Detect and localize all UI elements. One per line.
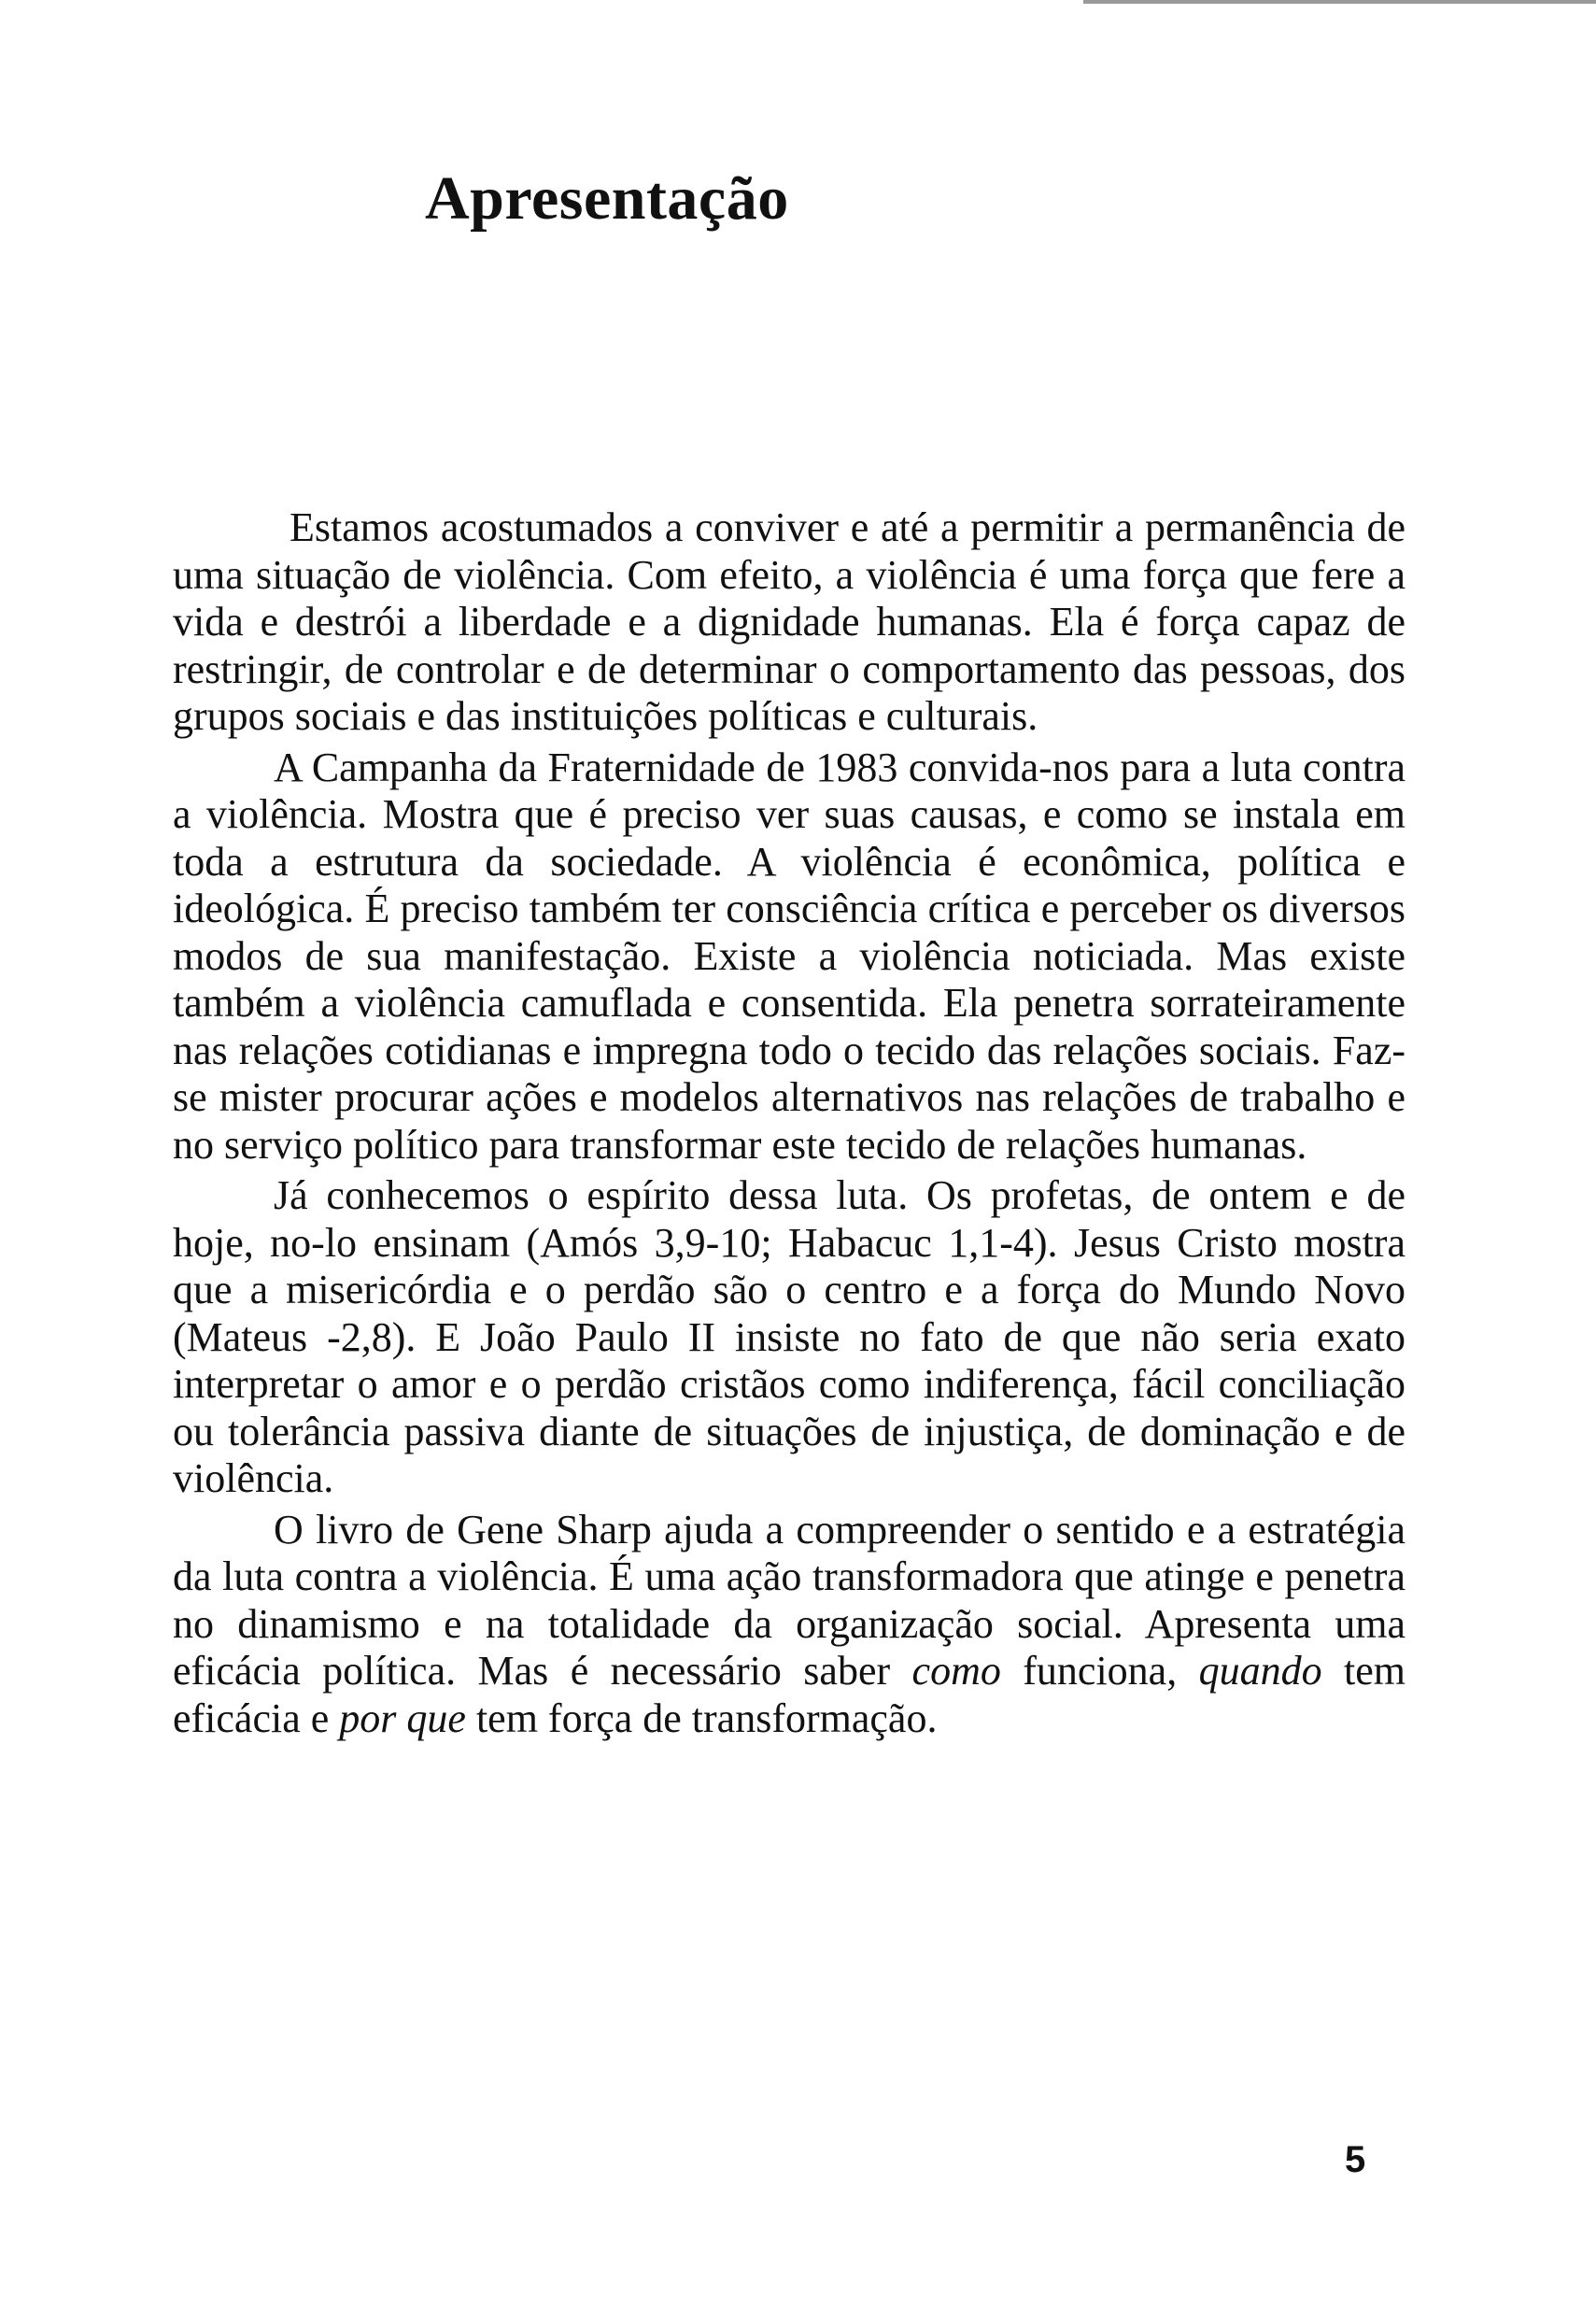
top-scan-rule <box>1083 0 1596 4</box>
emphasis-text: como <box>911 1648 1001 1694</box>
paragraph-text: O livro de Gene Sharp ajuda a compreender o sentido e a estratégia da luta contra a violência. É uma ação transformadora que atinge e penetra no dinamismo e na totalidade da organização social. Apresenta uma eficácia política. Mas é necessário saber <box>173 1506 1405 1694</box>
paragraph-text: funciona, <box>1000 1648 1199 1694</box>
body-text <box>173 504 1405 1746</box>
paragraph-text: Já conhecemos o espírito dessa luta. Os profetas, de ontem e de hoje, no-lo ensinam (Amós 3,9-10; Habacuc 1,1-4). Jesus Cristo mostra que a misericórdia e o perdão são o centro e a força do Mundo Novo (Mateus -2,8). E João Paulo II insiste no fato de que não seria exato interpretar o amor e o perdão cristãos como indiferença, fácil conciliação ou tolerância passiva diante de situações de injustiça, de dominação e de violência. <box>173 1172 1405 1501</box>
paragraph-text: A Campanha da Fraternidade de 1983 convida-nos para a luta contra a violência. Mostra que é preciso ver suas causas, e como se instala em toda a estrutura da sociedade. A violência é econômica, política e ideológica. É preciso também ter consciência crítica e perceber os diversos modos de sua manifestação. Existe a violência noticiada. Mas existe também a violência camuflada e consentida. Ela penetra sorrateiramente nas relações cotidianas e impregna todo o tecido das relações sociais. Faz-se mister procurar ações e modelos alternativos nas relações de trabalho e no serviço político para transformar este tecido de relações humanas. <box>173 744 1405 1168</box>
paragraph-text: Estamos acostumados a conviver e até a permitir a permanência de uma situação de violência. Com efeito, a violência é uma força que fere a vida e destrói a liberdade e a dignidade humanas. Ela é força capaz de restringir, de controlar e de determinar o comportamento das pessoas, dos grupos sociais e das instituições políticas e culturais. <box>173 504 1405 739</box>
paragraph <box>173 504 1405 741</box>
emphasis-text: quando <box>1198 1648 1322 1694</box>
paragraph-text: tem força de transformação. <box>465 1694 938 1741</box>
page-title: Apresentação <box>425 164 789 233</box>
paragraph <box>173 744 1405 1170</box>
page-number: 5 <box>1345 2139 1366 2180</box>
paragraph <box>173 1507 1405 1743</box>
paragraph-text: tem eficácia e <box>173 1648 1406 1741</box>
paragraph <box>173 1172 1405 1503</box>
emphasis-text: por que <box>339 1694 466 1741</box>
